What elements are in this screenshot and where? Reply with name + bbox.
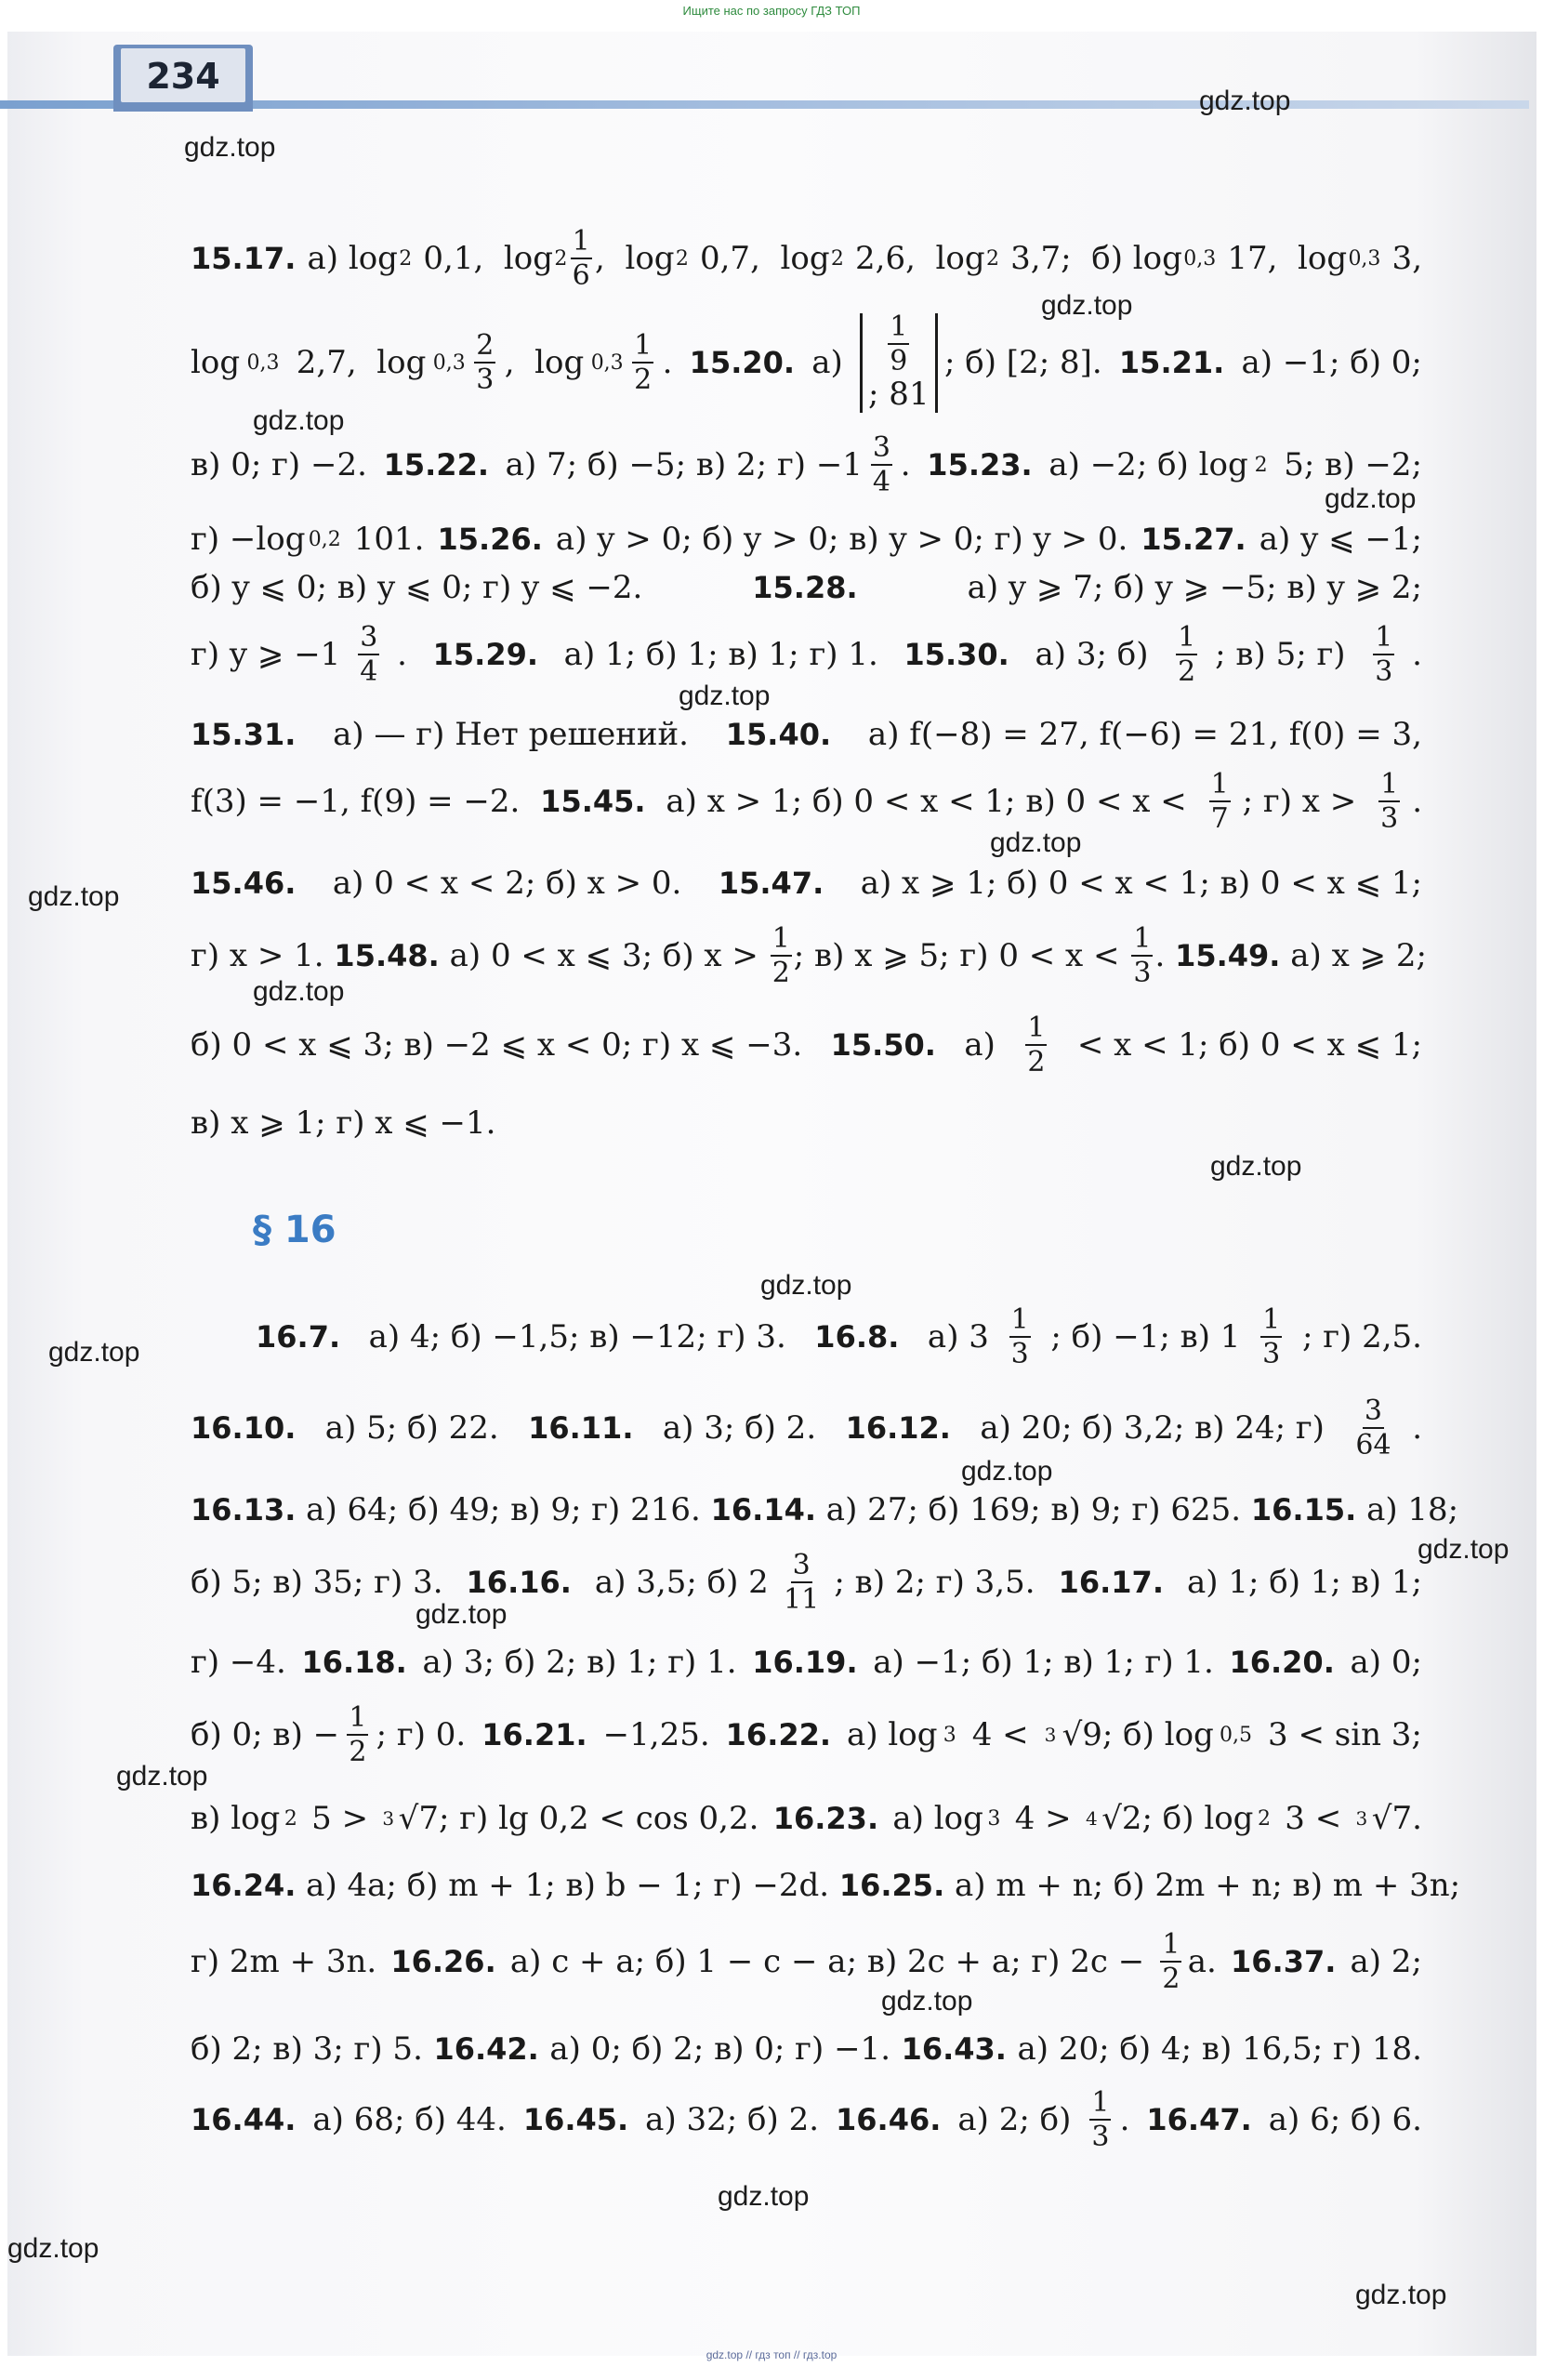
bottom-notice: gdz.top // гдз топ // гдз.top xyxy=(706,2348,837,2361)
answer-text: а) 2; б) xyxy=(947,2101,1082,2138)
answer-line xyxy=(191,705,1422,764)
fraction xyxy=(358,620,379,688)
fraction-denominator: 3 xyxy=(1262,1337,1281,1370)
exercise-number: 16.12. xyxy=(845,1410,951,1446)
answer-text: < x < 1; б) 0 < x ⩽ 1; xyxy=(1067,1026,1422,1064)
watermark: gdz.top xyxy=(116,1761,208,1792)
exercise-number: 16.17. xyxy=(1058,1565,1164,1600)
watermark: gdz.top xyxy=(1210,1151,1302,1182)
answer-text: 3,7; б) log xyxy=(1000,240,1182,277)
exercise-number: 15.46. xyxy=(191,866,297,901)
subscript: 2 xyxy=(675,246,689,271)
subscript: 2 xyxy=(830,246,844,271)
answer-line xyxy=(191,1093,1422,1153)
answer-line xyxy=(191,1011,1422,1078)
fraction-denominator: 9 xyxy=(890,344,908,377)
fraction xyxy=(871,430,892,498)
answer-line xyxy=(191,620,1422,688)
answer-text: . xyxy=(1154,937,1176,974)
fraction-numerator: 2 xyxy=(476,328,495,362)
exercise-number: 15.21. xyxy=(1118,345,1225,380)
exercise-number: 16.37. xyxy=(1231,1944,1337,1979)
fraction xyxy=(1260,1302,1282,1370)
fraction xyxy=(1025,1011,1047,1078)
answer-text: а) log xyxy=(297,240,398,277)
root-index: 3 xyxy=(1355,1807,1368,1830)
answer-text: в) x ⩾ 1; г) x ⩽ −1. xyxy=(191,1104,496,1142)
exercise-number: 16.44. xyxy=(191,2102,297,2137)
exercise-number: 16.22. xyxy=(725,1717,832,1752)
fraction xyxy=(1373,620,1394,688)
fraction-numerator: 1 xyxy=(572,224,590,258)
watermark: gdz.top xyxy=(1418,1534,1510,1565)
watermark: gdz.top xyxy=(184,132,276,163)
fraction-numerator: 1 xyxy=(634,328,653,362)
answer-text: а) 3; б) xyxy=(1024,636,1159,673)
answer-text: а) 4a; б) m + 1; в) b − 1; г) −2d. xyxy=(296,1867,839,1904)
fraction-denominator: 2 xyxy=(1178,654,1196,688)
exercise-number: 15.23. xyxy=(927,447,1033,483)
answer-text: ; г) 0. xyxy=(376,1716,477,1753)
answer-text: а) xyxy=(801,344,853,381)
exercise-number: 15.22. xyxy=(383,447,489,483)
fraction xyxy=(1131,921,1153,989)
fraction xyxy=(1176,620,1197,688)
answer-text: . xyxy=(1119,2101,1141,2138)
fraction-denominator: 6 xyxy=(572,258,590,292)
watermark: gdz.top xyxy=(961,1456,1053,1487)
answer-line xyxy=(191,1633,1422,1692)
watermark: gdz.top xyxy=(7,2233,99,2264)
answer-line xyxy=(191,430,1422,498)
fraction-denominator: 3 xyxy=(1010,1337,1029,1370)
exercise-number: 16.10. xyxy=(191,1410,297,1446)
exercise-number: 15.30. xyxy=(903,637,1009,672)
exercise-number: 15.28. xyxy=(752,570,858,605)
page-number: 234 xyxy=(146,56,220,97)
watermark: gdz.top xyxy=(1199,86,1291,116)
answer-text: ; г) 2,5. xyxy=(1301,1318,1422,1355)
subscript: 2 xyxy=(284,1806,297,1831)
answer-text: г) −4. xyxy=(191,1644,297,1681)
fraction xyxy=(1378,767,1400,835)
answer-text: а) −2; б) log xyxy=(1038,446,1248,483)
answer-text: г) −log xyxy=(191,521,306,558)
subscript: 0,3 xyxy=(1183,246,1217,271)
answer-text: 17, log xyxy=(1217,240,1348,277)
subscript: 0,5 xyxy=(1220,1723,1253,1747)
answer-line xyxy=(191,2019,1422,2079)
answer-text: . xyxy=(397,636,417,673)
exercise-number: 16.11. xyxy=(528,1410,634,1446)
fraction-numerator: 1 xyxy=(1380,767,1399,800)
answer-text: √7; г) lg 0,2 < cos 0,2. xyxy=(398,1800,770,1837)
answer-text: а) y > 0; б) y > 0; в) y > 0; г) y > 0. xyxy=(546,521,1139,558)
fraction-numerator: 1 xyxy=(1010,1302,1029,1336)
exercise-number: 16.42. xyxy=(433,2031,539,2067)
watermark: gdz.top xyxy=(1041,290,1133,321)
answer-text: б) 2; в) 3; г) 5. xyxy=(191,2030,433,2068)
answer-text: а) 0; xyxy=(1339,1644,1422,1681)
exercise-number: 15.47. xyxy=(718,866,824,901)
fraction xyxy=(784,1548,820,1616)
fraction-denominator: 4 xyxy=(360,654,378,688)
exercise-number: 16.46. xyxy=(836,2102,942,2137)
subscript: 3 xyxy=(987,1806,1001,1831)
answer-text: в) log xyxy=(191,1800,281,1837)
answer-text: 2,6, log xyxy=(845,240,985,277)
answer-line xyxy=(191,853,1422,913)
answer-text: f(3) = −1, f(9) = −2. xyxy=(191,783,531,820)
answer-text: √7. xyxy=(1371,1800,1422,1837)
answer-text: б) 5; в) 35; г) 3. xyxy=(191,1564,454,1601)
top-notice: Ищите нас по запросу ГДЗ ТОП xyxy=(682,4,861,18)
watermark: gdz.top xyxy=(679,681,771,711)
answer-text: 0,1, log xyxy=(413,240,553,277)
fraction-numerator: 1 xyxy=(890,310,908,343)
answer-text: 5; в) −2; xyxy=(1273,446,1422,483)
answer-text: . xyxy=(900,446,921,483)
fraction xyxy=(347,1700,368,1768)
exercise-number: 15.29. xyxy=(432,637,538,672)
section-title: § 16 xyxy=(253,1209,336,1251)
fraction-numerator: 1 xyxy=(1133,921,1152,955)
answer-text: . xyxy=(1412,636,1422,673)
exercise-number: 15.45. xyxy=(540,784,646,819)
answer-text: а) 1; б) 1; в) 1; xyxy=(1177,1564,1422,1601)
answer-text: а) x ⩾ 2; xyxy=(1280,937,1427,974)
interval xyxy=(860,310,938,413)
answer-text: , log xyxy=(504,344,585,381)
watermark: gdz.top xyxy=(1325,483,1417,514)
answer-text: а) xyxy=(954,1026,1006,1064)
fraction xyxy=(1160,1927,1181,1995)
watermark: gdz.top xyxy=(253,405,345,436)
answer-text: а) c + a; б) 1 − c − a; в) 2c + a; г) 2c − xyxy=(500,1943,1155,1980)
fraction xyxy=(1009,1302,1031,1370)
answer-text: ; б) [2; 8]. xyxy=(944,344,1113,381)
answer-text: б) 0; в) − xyxy=(191,1716,340,1753)
exercise-number: 15.17. xyxy=(191,241,297,276)
fraction-denominator: 2 xyxy=(772,956,790,989)
answer-line xyxy=(191,1789,1422,1848)
fraction xyxy=(1355,1394,1391,1461)
subscript: 2 xyxy=(1257,1806,1271,1831)
answer-text: ; в) x ⩾ 5; г) 0 < x < xyxy=(793,937,1130,974)
exercise-number: 16.16. xyxy=(466,1565,572,1600)
answer-text: √9; б) log xyxy=(1062,1716,1214,1753)
exercise-number: 16.47. xyxy=(1146,2102,1252,2137)
fraction xyxy=(771,921,792,989)
answer-text: а) 3; б) 2; в) 1; г) 1. xyxy=(412,1644,747,1681)
answer-text: б) y ⩽ 0; в) y ⩽ 0; г) y ⩽ −2. xyxy=(191,569,653,606)
answer-text: √2; б) log xyxy=(1101,1800,1254,1837)
answer-text: 2,7, log xyxy=(285,344,427,381)
answer-text: а) f(−8) = 27, f(−6) = 21, f(0) = 3, xyxy=(858,716,1422,753)
root-index: 4 xyxy=(1085,1807,1098,1830)
answer-text: а) 3,5; б) 2 xyxy=(585,1564,769,1601)
fraction-numerator: 1 xyxy=(1375,620,1393,654)
answer-text: . xyxy=(1412,1409,1422,1447)
root-index: 3 xyxy=(1044,1724,1057,1746)
fraction-numerator: 1 xyxy=(1262,1302,1281,1336)
answer-text: а) 1; б) 1; в) 1; г) 1. xyxy=(553,636,889,673)
answer-text: а) 32; б) 2. xyxy=(635,2101,829,2138)
answer-text: . xyxy=(1412,783,1422,820)
fraction-numerator: 1 xyxy=(1178,620,1196,654)
fraction-numerator: 3 xyxy=(792,1548,811,1581)
fraction-denominator: 3 xyxy=(476,363,495,396)
answer-text: 0,7, log xyxy=(690,240,830,277)
answer-text: а) 3 xyxy=(917,1318,989,1355)
fraction-denominator: 11 xyxy=(784,1582,820,1616)
answer-text: 3 < sin 3; xyxy=(1258,1716,1422,1753)
fraction-numerator: 1 xyxy=(1027,1011,1046,1044)
answer-text: а) log xyxy=(837,1716,938,1753)
fraction-denominator: 7 xyxy=(1210,801,1229,835)
answer-text: а) 27; б) 169; в) 9; г) 625. xyxy=(816,1491,1251,1528)
answer-text: а) 4; б) −1,5; в) −12; г) 3. xyxy=(358,1318,797,1355)
answer-text: а) 0 < x ⩽ 3; б) x > xyxy=(439,937,769,974)
exercise-number: 16.19. xyxy=(752,1645,858,1680)
answer-text: а) — г) Нет решений. xyxy=(323,716,699,753)
fraction-denominator: 2 xyxy=(1162,1962,1180,1995)
subscript: 0,3 xyxy=(1348,246,1381,271)
answer-text: a. xyxy=(1187,1943,1227,1980)
exercise-number: 16.13. xyxy=(191,1492,297,1527)
subscript: 0,3 xyxy=(432,350,466,375)
answer-text: 4 > xyxy=(1004,1800,1082,1837)
fraction-numerator: 1 xyxy=(349,1700,367,1734)
answer-line xyxy=(191,1394,1422,1461)
exercise-number: 16.23. xyxy=(772,1801,879,1836)
exercise-number: 16.21. xyxy=(481,1717,587,1752)
answer-text: а) 7; б) −5; в) 2; г) −1 xyxy=(495,446,863,483)
answer-text: а) y ⩽ −1; xyxy=(1248,521,1422,558)
answer-line xyxy=(191,558,1422,617)
answer-text: а) 0 < x < 2; б) x > 0. xyxy=(323,865,692,902)
answer-line xyxy=(191,1927,1422,1995)
answer-text: ; в) 5; г) xyxy=(1215,636,1356,673)
answer-line xyxy=(256,1302,1422,1370)
watermark: gdz.top xyxy=(990,827,1082,858)
fraction xyxy=(571,224,592,292)
exercise-number: 15.31. xyxy=(191,717,297,752)
watermark: gdz.top xyxy=(760,1270,852,1301)
subscript: 2 xyxy=(1254,453,1268,477)
subscript: 2 xyxy=(985,246,999,271)
answer-text: а) x > 1; б) 0 < x < 1; в) 0 < x < xyxy=(655,783,1197,820)
exercise-number: 16.45. xyxy=(522,2102,629,2137)
fraction-numerator: 1 xyxy=(1091,2085,1110,2119)
subscript: 0,3 xyxy=(590,350,624,375)
answer-text: а) −1; б) 0; xyxy=(1231,344,1422,381)
answer-text: г) 2m + 3n. xyxy=(191,1943,388,1980)
answer-line xyxy=(191,310,1422,413)
answer-text: а) 64; б) 49; в) 9; г) 216. xyxy=(296,1491,711,1528)
answer-line xyxy=(191,921,1427,989)
answer-text: а) log xyxy=(882,1800,983,1837)
fraction-denominator: 3 xyxy=(1091,2120,1110,2153)
answer-text: , log xyxy=(595,240,675,277)
answer-text: 101. xyxy=(343,521,435,558)
answer-text: −1,25. xyxy=(592,1716,720,1753)
fraction-denominator: 64 xyxy=(1355,1428,1391,1461)
exercise-number: 16.24. xyxy=(191,1868,297,1903)
exercise-number: 16.25. xyxy=(838,1868,945,1903)
answer-text: 3, xyxy=(1381,240,1422,277)
root-index: 3 xyxy=(382,1807,395,1830)
answer-text: 5 > xyxy=(301,1800,378,1837)
answer-text: а) 18; xyxy=(1356,1491,1459,1528)
exercise-number: 16.8. xyxy=(814,1319,900,1355)
subscript: 0,3 xyxy=(246,350,280,375)
answer-text: г) y ⩾ −1 xyxy=(191,636,341,673)
fraction xyxy=(632,328,653,396)
watermark: gdz.top xyxy=(28,881,120,912)
exercise-number: 15.20. xyxy=(689,345,796,380)
exercise-number: 16.7. xyxy=(256,1319,341,1355)
answer-text: а) 20; б) 3,2; в) 24; г) xyxy=(969,1409,1335,1447)
watermark: gdz.top xyxy=(253,976,345,1007)
watermark: gdz.top xyxy=(718,2181,810,2212)
fraction xyxy=(1209,767,1231,835)
fraction-denominator: 3 xyxy=(1375,654,1393,688)
answer-text: log xyxy=(191,344,241,381)
exercise-number: 16.43. xyxy=(901,2031,1007,2067)
exercise-number: 16.14. xyxy=(710,1492,816,1527)
fraction-denominator: 2 xyxy=(349,1735,367,1768)
fraction-numerator: 3 xyxy=(872,430,890,464)
fraction xyxy=(474,328,495,396)
answer-text: а) 5; б) 22. xyxy=(315,1409,509,1447)
answer-text: а) x ⩾ 1; б) 0 < x < 1; в) 0 < x ⩽ 1; xyxy=(850,865,1422,902)
watermark: gdz.top xyxy=(1355,2280,1447,2310)
answer-line xyxy=(191,224,1422,292)
exercise-number: 15.40. xyxy=(725,717,832,752)
exercise-number: 15.26. xyxy=(437,522,543,557)
fraction-numerator: 3 xyxy=(1364,1394,1383,1427)
subscript: 3 xyxy=(943,1723,956,1747)
answer-line xyxy=(191,767,1422,835)
answer-line xyxy=(191,1856,1461,1915)
watermark: gdz.top xyxy=(415,1599,508,1630)
answer-text: б) 0 < x ⩽ 3; в) −2 ⩽ x < 0; г) x ⩽ −3. xyxy=(191,1026,812,1064)
watermark: gdz.top xyxy=(48,1337,140,1368)
exercise-number: 16.20. xyxy=(1229,1645,1335,1680)
fraction-numerator: 1 xyxy=(1210,767,1229,800)
answer-text: г) x > 1. xyxy=(191,937,335,974)
answer-text: ; в) 2; г) 3,5. xyxy=(834,1564,1046,1601)
subscript: 0,2 xyxy=(308,527,341,551)
fraction-denominator: 4 xyxy=(872,465,890,498)
fraction-numerator: 1 xyxy=(772,921,790,955)
fraction-denominator: 2 xyxy=(1027,1045,1046,1078)
fraction xyxy=(1089,2085,1111,2153)
subscript: 2 xyxy=(554,246,568,271)
answer-text: а) 0; б) 2; в) 0; г) −1. xyxy=(539,2030,901,2068)
answer-line xyxy=(191,1700,1422,1768)
exercise-number: 15.50. xyxy=(830,1027,936,1063)
answer-text: а) m + n; б) 2m + n; в) m + 3n; xyxy=(944,1867,1461,1904)
fraction-numerator: 1 xyxy=(1162,1927,1180,1961)
answer-text: а) 2; xyxy=(1339,1943,1422,1980)
answer-text: а) 20; б) 4; в) 16,5; г) 18. xyxy=(1007,2030,1422,2068)
exercise-number: 16.18. xyxy=(301,1645,407,1680)
fraction-numerator: 3 xyxy=(360,620,378,654)
answer-text: а) −1; б) 1; в) 1; г) 1. xyxy=(863,1644,1224,1681)
fraction-denominator: 3 xyxy=(1133,956,1152,989)
answer-text: а) y ⩾ 7; б) y ⩾ −5; в) y ⩾ 2; xyxy=(956,569,1422,606)
answer-text: а) 3; б) 2. xyxy=(653,1409,826,1447)
interval-rest: ; 81 xyxy=(868,375,930,413)
exercise-number: 16.15. xyxy=(1250,1492,1357,1527)
exercise-number: 15.48. xyxy=(334,938,440,973)
exercise-number: 15.49. xyxy=(1175,938,1281,973)
exercise-number: 16.26. xyxy=(390,1944,496,1979)
answer-text: а) 6; б) 6. xyxy=(1258,2101,1422,2138)
answer-text: в) 0; г) −2. xyxy=(191,446,377,483)
answer-text: ; г) x > xyxy=(1242,783,1367,820)
fraction-denominator: 2 xyxy=(634,363,653,396)
fraction-denominator: 3 xyxy=(1380,801,1399,835)
answer-line xyxy=(191,1480,1459,1540)
exercise-number: 15.27. xyxy=(1141,522,1246,557)
answer-text: ; б) −1; в) 1 xyxy=(1050,1318,1241,1355)
answer-text: 3 < xyxy=(1274,1800,1352,1837)
subscript: 2 xyxy=(399,246,413,271)
answer-text: . xyxy=(662,344,683,381)
answer-text: а) 68; б) 44. xyxy=(302,2101,517,2138)
answer-line xyxy=(191,2085,1422,2153)
answer-text: 4 < xyxy=(961,1716,1039,1753)
watermark: gdz.top xyxy=(881,1986,973,2016)
